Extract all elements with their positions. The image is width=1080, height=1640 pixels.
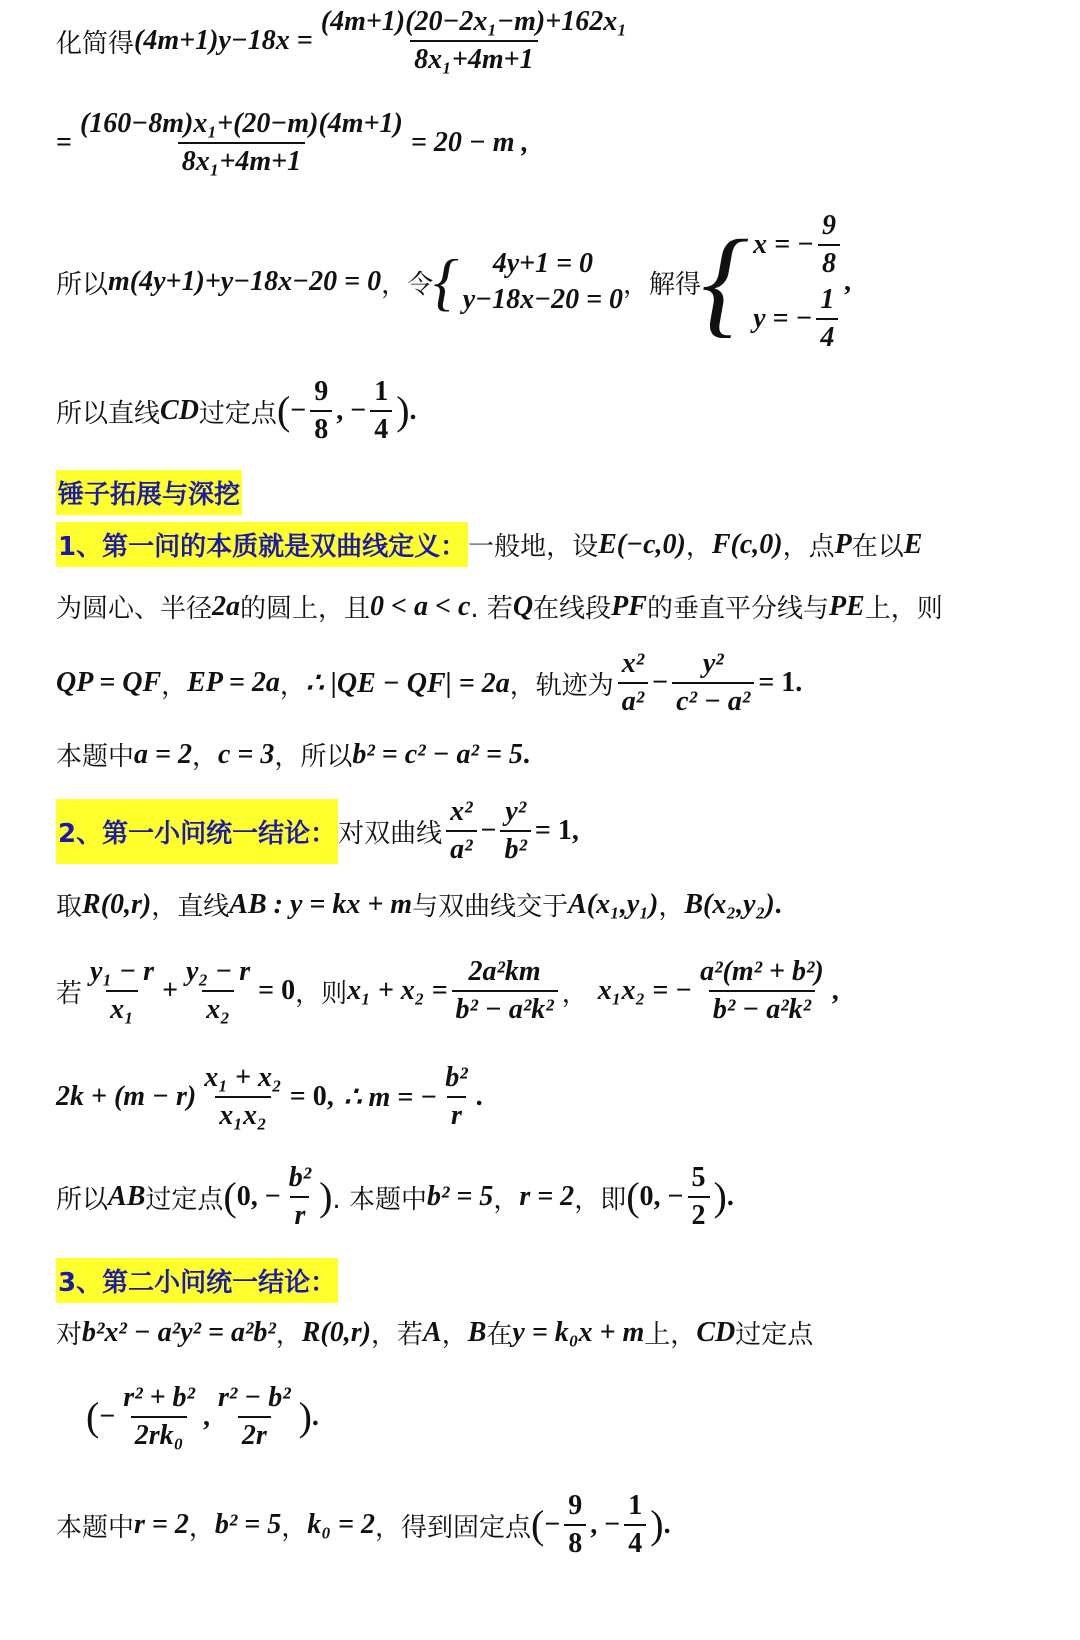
formula: b² = 5 bbox=[214, 1509, 282, 1540]
text: ，解得 bbox=[623, 269, 702, 300]
fraction bbox=[816, 284, 838, 354]
s3-heading bbox=[56, 1258, 1050, 1303]
denominator: 8 bbox=[310, 410, 332, 446]
s2-line-5: 所以 AB 过定点 ( 0, − $\frac{\text{b²}}{r}$ ) . 本题中 b² = 5 ， r = 2 ，即 ( 0, − $\frac{5}{2}$ ) . bbox=[56, 1162, 734, 1231]
formula: a = 2 bbox=[134, 738, 192, 770]
numerator: r² + b² bbox=[123, 1382, 195, 1413]
heading-highlight: 锤子拓展与深挖 bbox=[56, 470, 242, 515]
point-a: A(x₁,y₁) bbox=[568, 888, 659, 920]
formula: r = 2 bbox=[134, 1509, 189, 1540]
point-p: P bbox=[834, 528, 852, 560]
text: . 若 bbox=[470, 594, 513, 624]
point-f: F(c,0) bbox=[711, 528, 783, 560]
radius: 2a bbox=[212, 590, 241, 622]
formula: = bbox=[56, 127, 72, 158]
fraction bbox=[86, 956, 158, 1026]
point-r: R(0,r) bbox=[82, 888, 152, 920]
formula: = 0 bbox=[289, 1081, 327, 1112]
line-ab: AB bbox=[108, 1181, 146, 1212]
formula: b²x² − a²y² = a²b² bbox=[82, 1316, 276, 1348]
text: 所以 bbox=[56, 1184, 109, 1215]
numerator: x₁ + x₂ bbox=[204, 1062, 282, 1093]
y-solution: y = − bbox=[753, 303, 813, 334]
numerator: 1 bbox=[628, 1490, 643, 1521]
fraction bbox=[618, 648, 648, 718]
denominator: 2 bbox=[688, 1196, 710, 1232]
denominator: 8 bbox=[564, 1524, 586, 1560]
text: 过定点 bbox=[735, 1320, 814, 1350]
denominator: a² bbox=[446, 830, 476, 866]
numerator: a²(m² + b²) bbox=[700, 956, 824, 987]
text: ，则 bbox=[295, 978, 348, 1009]
denominator: b² − a²k² bbox=[452, 990, 558, 1026]
fraction bbox=[214, 1382, 295, 1452]
formula: y = k₀x + m bbox=[512, 1316, 645, 1348]
numerator: (4m+1)(20−2x₁−m)+162x₁ bbox=[320, 6, 627, 37]
point-a: A bbox=[423, 1316, 442, 1348]
denominator: r bbox=[290, 1196, 309, 1232]
text: 过定点 bbox=[198, 398, 277, 429]
formula: = 1 bbox=[534, 815, 572, 846]
text: ，令 bbox=[381, 269, 434, 300]
point-q: Q bbox=[512, 590, 534, 622]
text: 对双曲线 bbox=[338, 818, 443, 849]
s3-label: 3、第二小问统一结论： bbox=[56, 1258, 338, 1303]
s3-line-2: ( − $\frac{\text{r² + b²}}{\text{2rk₀}}$ , $\frac{\text{r² − b²}}{2r}$ ) . bbox=[86, 1382, 319, 1451]
denominator: 8x₁+4m+1 bbox=[178, 142, 305, 178]
solution-system: { x = − $\frac{9}{8}$ y = − $\frac{1}{4}$ bbox=[701, 208, 844, 356]
equation-system: { 4y+1 = 0 y−18x−20 = 0 bbox=[433, 246, 624, 317]
numerator: 5 bbox=[691, 1162, 706, 1193]
text: 过定点 bbox=[145, 1184, 224, 1215]
text: 所以 bbox=[56, 269, 109, 300]
text: 若 bbox=[56, 978, 83, 1009]
numerator: 9 bbox=[314, 376, 329, 407]
text: 的圆上，且 bbox=[240, 594, 371, 624]
numerator: b² bbox=[445, 1062, 468, 1093]
formula: m(4y+1)+y−18x−20 = 0 bbox=[108, 266, 382, 297]
numerator: (160−8m)x₁+(20−m)(4m+1) bbox=[79, 108, 403, 139]
formula: b² = c² − a² = 5 bbox=[352, 738, 523, 770]
text: 的垂直平分线与 bbox=[646, 594, 829, 624]
fraction bbox=[441, 1062, 471, 1132]
denominator: 8x₁+4m+1 bbox=[410, 40, 537, 76]
s1-line-4: 本题中 a = 2 ， c = 3 ，所以 b² = c² − a² = 5 . bbox=[56, 736, 1050, 773]
text: 一般地，设 bbox=[468, 532, 599, 562]
point-e2: E bbox=[903, 528, 923, 560]
fraction bbox=[76, 108, 407, 178]
text: ，得到固定点 bbox=[374, 1512, 531, 1543]
numerator: 2a²km bbox=[468, 956, 541, 987]
point-e: E(−c,0) bbox=[598, 528, 686, 560]
fraction bbox=[119, 1382, 199, 1452]
fraction bbox=[500, 796, 530, 866]
denominator: b² − a²k² bbox=[709, 990, 815, 1026]
text: ，轨迹为 bbox=[509, 670, 614, 701]
denominator: c² − a² bbox=[672, 682, 754, 718]
denominator: 2rk₀ bbox=[131, 1416, 188, 1452]
text: ，所以 bbox=[274, 742, 353, 772]
formula: CD bbox=[160, 395, 199, 426]
text: 取 bbox=[56, 892, 83, 922]
text: ，直线 bbox=[151, 892, 230, 922]
s3-line-3: 本题中 r = 2 ， b² = 5 ， k₀ = 2 ，得到固定点 ( − $\frac{9}{8}$ , − $\frac{1}{4}$ ) . bbox=[56, 1490, 671, 1559]
fraction bbox=[688, 1162, 710, 1232]
segment-pe: PE bbox=[828, 590, 865, 622]
fraction bbox=[285, 1162, 315, 1232]
fraction bbox=[452, 956, 558, 1026]
text: 与双曲线交于 bbox=[412, 892, 569, 922]
denominator: b² bbox=[500, 830, 530, 866]
s1-line-1: 1、第一问的本质就是双曲线定义： 一般地，设 E(−c,0) ， F(c,0) ，点 P 在以 E bbox=[56, 522, 1050, 567]
equation-line-1 bbox=[56, 6, 1050, 76]
numerator: 1 bbox=[820, 284, 835, 315]
fixed-point-line: 所以直线 CD 过定点 ( − $\frac{9}{8}$ , − $\frac{1}{4}$ ) . bbox=[56, 376, 417, 445]
denominator: 8 bbox=[818, 244, 840, 280]
numerator: y² bbox=[505, 796, 527, 827]
formula: EP = 2a bbox=[187, 667, 280, 698]
numerator: y₂ − r bbox=[186, 956, 251, 987]
fraction bbox=[818, 210, 840, 280]
text: ，若 bbox=[370, 1320, 423, 1350]
text: 上，则 bbox=[864, 594, 943, 624]
numerator: 9 bbox=[821, 210, 836, 241]
text: 为圆心、半径 bbox=[56, 594, 213, 624]
line-cd: CD bbox=[696, 1316, 736, 1348]
formula: x₁ + x₂ = bbox=[347, 975, 448, 1006]
denominator: 4 bbox=[816, 318, 838, 354]
formula: x₁x₂ = − bbox=[597, 975, 693, 1006]
fraction bbox=[446, 796, 476, 866]
point-b: B bbox=[467, 1316, 487, 1348]
s1-line-3: QP = QF ， EP = 2a ， ∴ |QE − QF| = 2a ，轨迹为 $\frac{\text{x²}}{\text{a²}}$ − $\frac{\text{y²}}{\text{c² − a²}}$ = 1 . bbox=[56, 648, 803, 717]
denominator: x₂ bbox=[202, 990, 234, 1026]
numerator: r² − b² bbox=[217, 1382, 291, 1413]
line-ab: AB : y = kx + m bbox=[229, 888, 413, 920]
formula: 0, − bbox=[236, 1181, 281, 1212]
denominator: 4 bbox=[370, 410, 392, 446]
formula: r = 2 bbox=[519, 1181, 575, 1212]
formula: 2k + (m − r) bbox=[56, 1081, 197, 1112]
s2-line-4: 2k + (m − r) $\frac{\text{x₁ + x₂}}{\text{x₁x₂}}$ = 0 , ∴ m = − $\frac{\text{b²}}{r}$ . bbox=[56, 1062, 483, 1131]
point-r: R(0,r) bbox=[301, 1316, 371, 1348]
s2-line-3: 若 $\frac{\text{y₁ − r}}{\text{x₁}}$ + $\frac{\text{y₂ − r}}{\text{x₂}}$ = 0 ，则 x₁ + x₂ = $\frac{\text{2a²km}}{\text{b² − a²k²}}$ ， x₁x₂ = − $\frac{\text{a²(m² + b²)}}{\text{b² − a²k²}}$ , bbox=[56, 956, 839, 1025]
text: 本题中 bbox=[56, 1512, 135, 1543]
fraction bbox=[672, 648, 754, 718]
x-solution: x = − bbox=[753, 229, 814, 260]
comma: , bbox=[843, 266, 851, 297]
formula: c = 3 bbox=[218, 738, 275, 770]
formula: = 20 − m , bbox=[410, 127, 529, 158]
fraction bbox=[370, 376, 392, 446]
denominator: x₁x₂ bbox=[215, 1096, 271, 1132]
formula: = 1 bbox=[758, 667, 796, 698]
denominator: a² bbox=[618, 682, 648, 718]
fraction bbox=[310, 376, 332, 446]
fraction bbox=[696, 956, 828, 1026]
s2-line-1: 2、第一小问统一结论： 对双曲线 $\frac{\text{x²}}{\text{a²}}$ − $\frac{\text{y²}}{\text{b²}}$ = 1 , bbox=[58, 796, 579, 865]
equation-line-2 bbox=[56, 108, 1050, 178]
s2-label: 2、第一小问统一结论： bbox=[56, 799, 338, 864]
text: 对 bbox=[56, 1320, 83, 1350]
numerator: y² bbox=[702, 648, 724, 679]
fraction bbox=[564, 1490, 586, 1560]
system-row: 4y+1 = 0 bbox=[492, 248, 594, 279]
text: 化简得 bbox=[56, 28, 135, 59]
denominator: 4 bbox=[624, 1524, 646, 1560]
formula: b² = 5 bbox=[426, 1181, 494, 1212]
text: . 本题中 bbox=[332, 1184, 427, 1215]
s3-line-1: 对 b²x² − a²y² = a²b² ， R(0,r) ，若 A ， B 在 y = k₀x + m 上， CD 过定点 bbox=[56, 1314, 1050, 1351]
numerator: y₁ − r bbox=[90, 956, 155, 987]
inequality: 0 < a < c bbox=[370, 590, 471, 622]
numerator: 1 bbox=[374, 376, 389, 407]
formula: (4m+1)y−18x = bbox=[134, 25, 313, 56]
numerator: x² bbox=[621, 648, 645, 679]
system-row: y−18x−20 = 0 bbox=[462, 284, 624, 315]
numerator: b² bbox=[288, 1162, 312, 1193]
text: 在以 bbox=[851, 532, 904, 562]
fraction bbox=[317, 6, 631, 76]
formula: 0, − bbox=[639, 1181, 684, 1212]
denominator: x₁ bbox=[106, 990, 138, 1026]
text: 在 bbox=[486, 1320, 513, 1350]
equation-line-3 bbox=[56, 208, 1050, 356]
formula: QP = QF bbox=[56, 667, 162, 698]
fraction bbox=[624, 1490, 646, 1560]
formula: k₀ = 2 bbox=[307, 1509, 375, 1540]
s1-line-2 bbox=[56, 588, 1050, 625]
fraction bbox=[182, 956, 254, 1026]
s1-label: 1、第一问的本质就是双曲线定义： bbox=[56, 522, 468, 567]
segment-pf: PF bbox=[611, 590, 647, 622]
text: 所以直线 bbox=[56, 398, 161, 429]
formula: ∴ |QE − QF| = 2a bbox=[305, 668, 510, 699]
text: ，点 bbox=[782, 532, 835, 562]
text: ，即 bbox=[574, 1184, 627, 1215]
numerator: 9 bbox=[568, 1490, 583, 1521]
fraction bbox=[200, 1062, 285, 1132]
denominator: 2r bbox=[238, 1416, 271, 1452]
formula: = 0 bbox=[258, 975, 296, 1006]
point-b: B(x₂,y₂) bbox=[684, 888, 775, 920]
section-heading bbox=[56, 470, 1050, 515]
text: 上， bbox=[644, 1320, 697, 1350]
text: 在线段 bbox=[533, 594, 612, 624]
denominator: r bbox=[447, 1096, 466, 1132]
formula: ∴ m = − bbox=[343, 1082, 438, 1113]
text: 本题中 bbox=[56, 742, 135, 772]
s2-line-2: 取 R(0,r) ，直线 AB : y = kx + m 与双曲线交于 A(x₁,y₁) ， B(x₂,y₂) . bbox=[56, 886, 1050, 923]
numerator: x² bbox=[450, 796, 473, 827]
